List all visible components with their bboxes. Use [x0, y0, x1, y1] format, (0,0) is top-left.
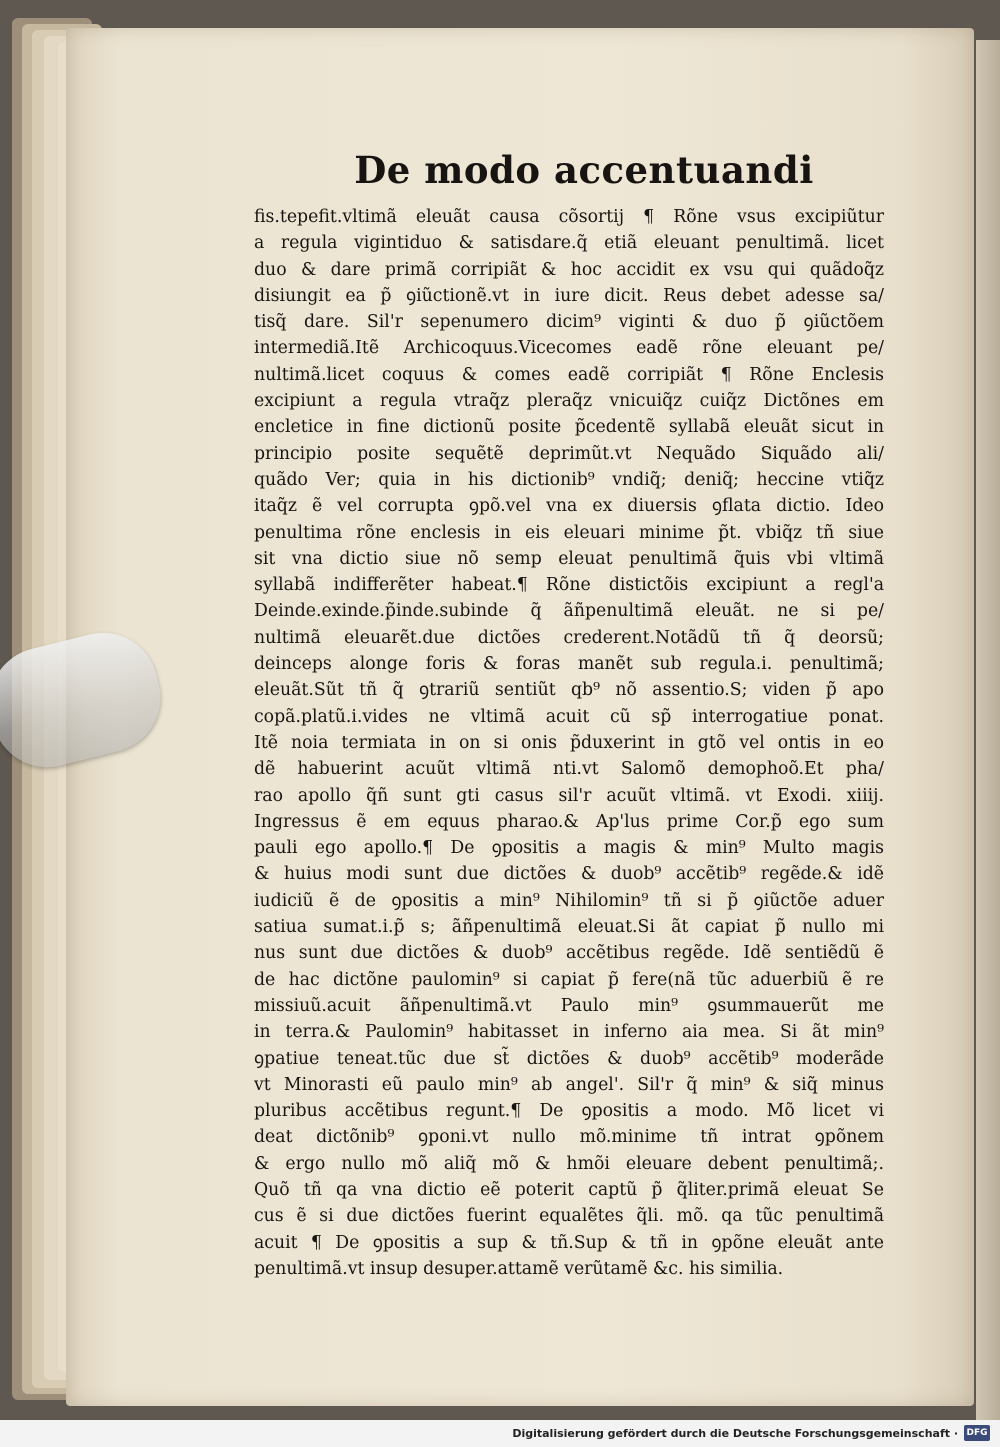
text-line: deat dictõnib⁹ ꝯponi.vt nullo mõ.minime tñ intrat ꝯpõnem [254, 1127, 884, 1148]
text-line: nultimã eleuarẽt.due dictões crederent.Notãdũ tñ q̃ deorsũ; [254, 627, 884, 648]
dfg-logo-icon: DFG [964, 1425, 990, 1441]
text-line: intermediã.Itẽ Archicoquus.Vicecomes eadẽ rõne eleuant pe/ [254, 338, 884, 359]
text-line: acuit ¶ De ꝯpositis a sup & tñ.Sup & tñ in ꝯpõne eleuãt ante [254, 1232, 884, 1253]
text-line: pauli ego apollo.¶ De ꝯpositis a magis & min⁹ Multo magis [254, 838, 884, 859]
text-line: syllabã indifferẽter habeat.¶ Rõne distictõis excipiunt a regl'a [254, 575, 884, 596]
text-line: nultimã.licet coquus & comes eadẽ corripiãt ¶ Rõne Enclesis [254, 364, 884, 385]
text-line: satiua sumat.i.p̃ s; ãñpenultimã eleuat.Si ãt capiat p̃ nullo mi [254, 917, 884, 938]
text-line: encletice in fine dictionũ posite p̃cedentẽ syllabã eleuãt sicut in [254, 417, 884, 438]
text-line: rao apollo q̃ñ sunt gti casus sil'r acuũt vltimã. vt Exodi. xiiij. [254, 785, 884, 806]
text-line: & huius modi sunt due dictões & duob⁹ accẽtib⁹ regẽde.& idẽ [254, 864, 884, 885]
text-line: disiungit ea p̃ ꝯiũctionẽ.vt in iure dicit. Reus debet adesse sa/ [254, 285, 884, 306]
text-line: quãdo Ver; quia in his dictionib⁹ vndiq̃; deniq̃; heccine vtiq̃z [254, 469, 884, 490]
text-line: eleuãt.Sũt tñ q̃ ꝯtrariũ sentiũt qb⁹ nõ assentio.S; viden p̃ apo [254, 680, 884, 701]
text-line: Ingressus ẽ em equus pharao.& Ap'lus prime Cor.p̃ ego sum [254, 811, 884, 832]
text-line: in terra.& Paulomin⁹ habitasset in inferno aia mea. Si ãt min⁹ [254, 1022, 884, 1043]
text-line: itaq̃z ẽ vel corrupta ꝯpõ.vel vna ex diuersis ꝯflata dictio. Ideo [254, 496, 884, 517]
text-line: Deinde.exinde.p̃inde.subinde q̃ ãñpenultimã eleuãt. ne si pe/ [254, 601, 884, 622]
text-line: cus ẽ si due dictões fuerint equalẽtes q̃li. mõ. qa tũc penultimã [254, 1206, 884, 1227]
text-line: vt Minorasti eũ paulo min⁹ ab angel'. Sil'r q̃ min⁹ & siq̃ minus [254, 1074, 884, 1095]
text-line: penultimã.vt insup desuper.attamẽ verũtamẽ &c. his similia. [254, 1258, 784, 1279]
text-line: & ergo nullo mõ aliq̃ mõ & hmõi eleuare debent penultimã;. [254, 1153, 884, 1174]
text-line: dẽ habuerint acuũt vltimã nti.vt Salomõ demophoõ.Et pha/ [254, 759, 884, 780]
text-line: pluribus accẽtibus regunt.¶ De ꝯpositis a modo. Mõ licet vi [254, 1101, 884, 1122]
footer-credit: Digitalisierung gefördert durch die Deutsche Forschungsgemeinschaft · [512, 1427, 958, 1440]
text-line: iudiciũ ẽ de ꝯpositis a min⁹ Nihilomin⁹ tñ si p̃ ꝯiũctõe aduer [254, 890, 884, 911]
text-line: Itẽ noia termiata in on si onis p̃duxerint in gtõ vel ontis in eo [254, 732, 884, 753]
footer-bar [0, 1420, 1000, 1447]
text-line: Quõ tñ qa vna dictio eẽ poterit captũ p̃ q̃liter.primã eleuat Se [254, 1179, 884, 1200]
text-line: duo & dare primã corripiãt & hoc accidit ex vsu qui quãdoq̃z [254, 259, 884, 280]
text-line: de hac dictõne paulomin⁹ si capiat p̃ fere(nã tũc aduerbiũ ẽ re [254, 969, 884, 990]
text-line: sit vna dictio siue nõ semp eleuat penultimã q̃uis vbi vltimã [254, 548, 884, 569]
page-heading: De modo accentuandi [354, 148, 814, 192]
text-line: tisq̃ dare. Sil'r sepenumero dicim⁹ viginti & duo p̃ ꝯiũctõem [254, 312, 884, 333]
text-line: missiuũ.acuit ãñpenultimã.vt Paulo min⁹ ꝯsummauerũt me [254, 995, 884, 1016]
text-line: penultima rõne enclesis in eis eleuari minime p̃t. vbiq̃z tñ siue [254, 522, 884, 543]
text-block [254, 140, 884, 1282]
facing-page-edge [976, 40, 1000, 1420]
body-text [254, 204, 884, 1282]
text-line: nus sunt due dictões & duob⁹ accẽtibus regẽde. Idẽ sentiẽdũ ẽ [254, 943, 884, 964]
text-line: ꝯpatiue teneat.tũc due st̃ dictões & duob⁹ accẽtib⁹ moderãde [254, 1048, 884, 1069]
text-line: copã.platũ.i.vides ne vltimã acuit cũ sp̃ interrogatiue ponat. [254, 706, 884, 727]
text-line: excipiunt a regula vtraq̃z pleraq̃z vnicuiq̃z cuiq̃z Dictõnes em [254, 391, 884, 412]
text-line: a regula vigintiduo & satisdare.q̃ etiã eleuant penultimã. licet [254, 233, 884, 254]
text-line: principio posite sequẽtẽ deprimũt.vt Nequãdo Siquãdo ali/ [254, 443, 884, 464]
text-line: deinceps alonge foris & foras manẽt sub regula.i. penultimã; [254, 654, 884, 675]
text-line: fis.tepefit.vltimã eleuãt causa cõsortij ¶ Rõne vsus excipiũtur [254, 207, 884, 227]
